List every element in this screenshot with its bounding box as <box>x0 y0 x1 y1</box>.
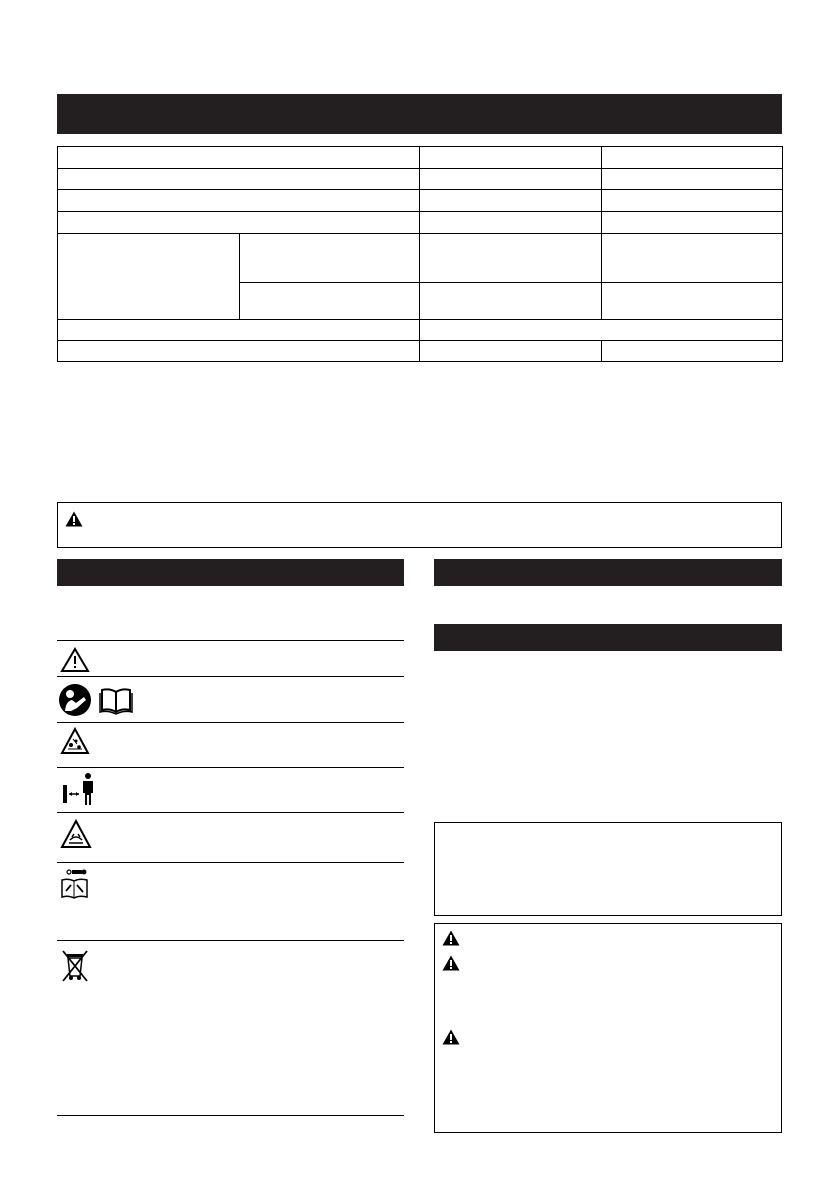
warning-triangle-icon <box>442 930 460 946</box>
warning-triangle-icon <box>442 1029 460 1045</box>
table-cell <box>58 147 420 169</box>
warning-note-box <box>57 502 782 548</box>
maintenance-manual-icon <box>60 868 90 900</box>
table-cell <box>420 341 602 362</box>
table-cell <box>602 341 783 362</box>
safety-warning-box <box>434 923 782 1133</box>
table-cell <box>58 341 420 362</box>
table-cell <box>240 234 420 283</box>
specifications-title-bar <box>57 94 782 134</box>
warning-triangle-icon <box>65 511 83 527</box>
keep-distance-icon <box>62 771 98 807</box>
table-cell <box>602 234 783 283</box>
table-cell <box>420 212 602 234</box>
table-cell <box>420 169 602 190</box>
table-cell <box>58 190 420 212</box>
table-cell <box>602 283 783 320</box>
table-cell <box>58 320 420 341</box>
flying-debris-icon <box>60 727 90 755</box>
table-row <box>58 169 783 190</box>
intended-use-section-bar <box>434 559 782 586</box>
table-cell <box>420 190 602 212</box>
symbols-section-bar <box>57 559 404 586</box>
warning-triangle-icon <box>442 955 460 971</box>
table-cell <box>602 147 783 169</box>
crossed-bin-icon <box>60 948 90 982</box>
warning-triangle-icon <box>60 647 90 673</box>
table-cell <box>420 147 602 169</box>
safety-warnings-section-bar <box>434 624 782 651</box>
table-cell <box>420 320 783 341</box>
specifications-table <box>57 146 782 361</box>
divider <box>57 862 404 863</box>
divider <box>57 767 404 768</box>
table-cell <box>420 234 602 283</box>
divider <box>57 940 404 941</box>
table-cell <box>58 234 240 320</box>
table-row <box>58 234 783 283</box>
divider <box>57 640 404 641</box>
notice-box <box>434 822 782 916</box>
table-cell <box>602 190 783 212</box>
table-cell <box>602 212 783 234</box>
table-row <box>58 341 783 362</box>
divider <box>57 676 404 677</box>
read-manual-icon <box>58 683 142 717</box>
table-row <box>58 320 783 341</box>
table-row <box>58 190 783 212</box>
divider <box>57 812 404 813</box>
table-row <box>58 212 783 234</box>
table-cell <box>240 283 420 320</box>
table-cell <box>58 169 420 190</box>
table-row <box>58 147 783 169</box>
divider <box>57 1115 404 1116</box>
table-cell <box>420 283 602 320</box>
table-cell <box>602 169 783 190</box>
rotating-blade-icon <box>60 819 92 849</box>
table-cell <box>58 212 420 234</box>
divider <box>57 722 404 723</box>
